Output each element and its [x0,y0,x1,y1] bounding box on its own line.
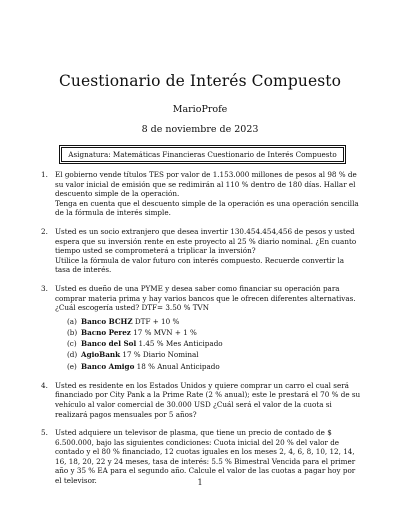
option-c [67,338,361,349]
option-a [67,316,361,327]
option-letter: (d) [67,350,78,360]
question-list [41,170,361,495]
question-text: Usted es un socio extranjero que desea invertir 130.454.454,456 de pesos y usted espera que su inversión rente en este proyecto al 25 % diario nominal. ¿En cuanto tiempo usted se comprometerá a triplicar la inversión? [55,226,357,256]
question-number: 5. [41,428,48,438]
document-author: MarioProfe [172,104,228,115]
option-letter: (c) [67,339,77,349]
question-4 [41,381,361,419]
option-bank: Banco del Sol [81,339,137,349]
option-d [67,349,361,360]
option-bank: Bacno Perez [81,327,131,337]
question-number: 1. [41,170,48,179]
option-rate: DTF + 10 % [134,316,180,326]
question-note: Tenga en cuenta que el descuento simple de la operación es una operación sencilla de la fórmula de interés simple. [55,198,359,218]
option-bank: Banco BCHZ [81,316,133,326]
option-bank: AgioBank [81,350,121,360]
option-letter: (b) [67,327,78,337]
option-rate: 17 % MVN + 1 % [133,327,197,337]
option-letter: (a) [67,316,77,326]
document-date: 8 de noviembre de 2023 [141,124,259,135]
option-rate: 17 % Diario Nominal [122,350,199,360]
question-text: Usted adquiere un televisor de plasma, que tiene un precio de contado de $ 6.500.000, bajo las siguientes condiciones: Cuota inicial del 20 % del valor de contado y el 80 % financiado, 12 cuotas iguales en los meses 2, 4, 6, 8, 10, 12, 14, 16, 18, 20, 22 y 24 meses, tasa de interés: 5.5 % Bimestral Vencida para el primer año y 35 % EA para el segundo año. Calcule el valor de las cuotas a pagar hoy por el televisor. [55,428,356,486]
question-text: Usted es dueño de una PYME y desea saber como financiar su operación para comprar materia prima y hay varios bancos que le ofrecen diferentes alternativas. ¿Cuál escogería usted? DTF= 3.50 % TVN [55,283,356,313]
question-text: Usted es residente en los Estados Unidos y quiere comprar un carro el cual será financiado por City Pank a la Prime Rate (2 % anual); este le prestará el 70 % de su vehículo al valor comercial de 30.000 USD ¿Cuál será el valor de la cuota si realizará pagos mensuales por 5 años? [55,380,361,419]
question-note: Utilice la fórmula de valor futuro con interés compuesto. Recuerde convertir la tasa de interés. [55,255,345,275]
option-letter: (e) [67,361,77,371]
option-rate: 1.45 % Mes Anticipado [138,339,223,349]
question-number: 2. [41,226,48,236]
option-e [67,361,361,372]
subject-box: Asignatura: Matemáticas Financieras Cuestionario de Interés Compuesto [61,147,344,162]
document-title: Cuestionario de Interés Compuesto [58,72,342,90]
option-bank: Banco Amigo [81,361,135,371]
question-1 [41,170,361,218]
question-number: 4. [41,380,48,390]
question-2 [41,227,361,275]
option-rate: 18 % Anual Anticipado [136,361,220,371]
question-number: 3. [41,283,48,293]
question-3 [41,284,361,372]
option-list [55,316,361,372]
page-number: 1 [197,478,203,487]
question-text: El gobierno vende títulos TES por valor de 1.153.000 millones de pesos al 98 % de su valor inicial de emisión que se redimirán al 110 % dentro de 180 días. Hallar el descuento simple de la operación. [55,170,357,199]
option-b [67,327,361,338]
